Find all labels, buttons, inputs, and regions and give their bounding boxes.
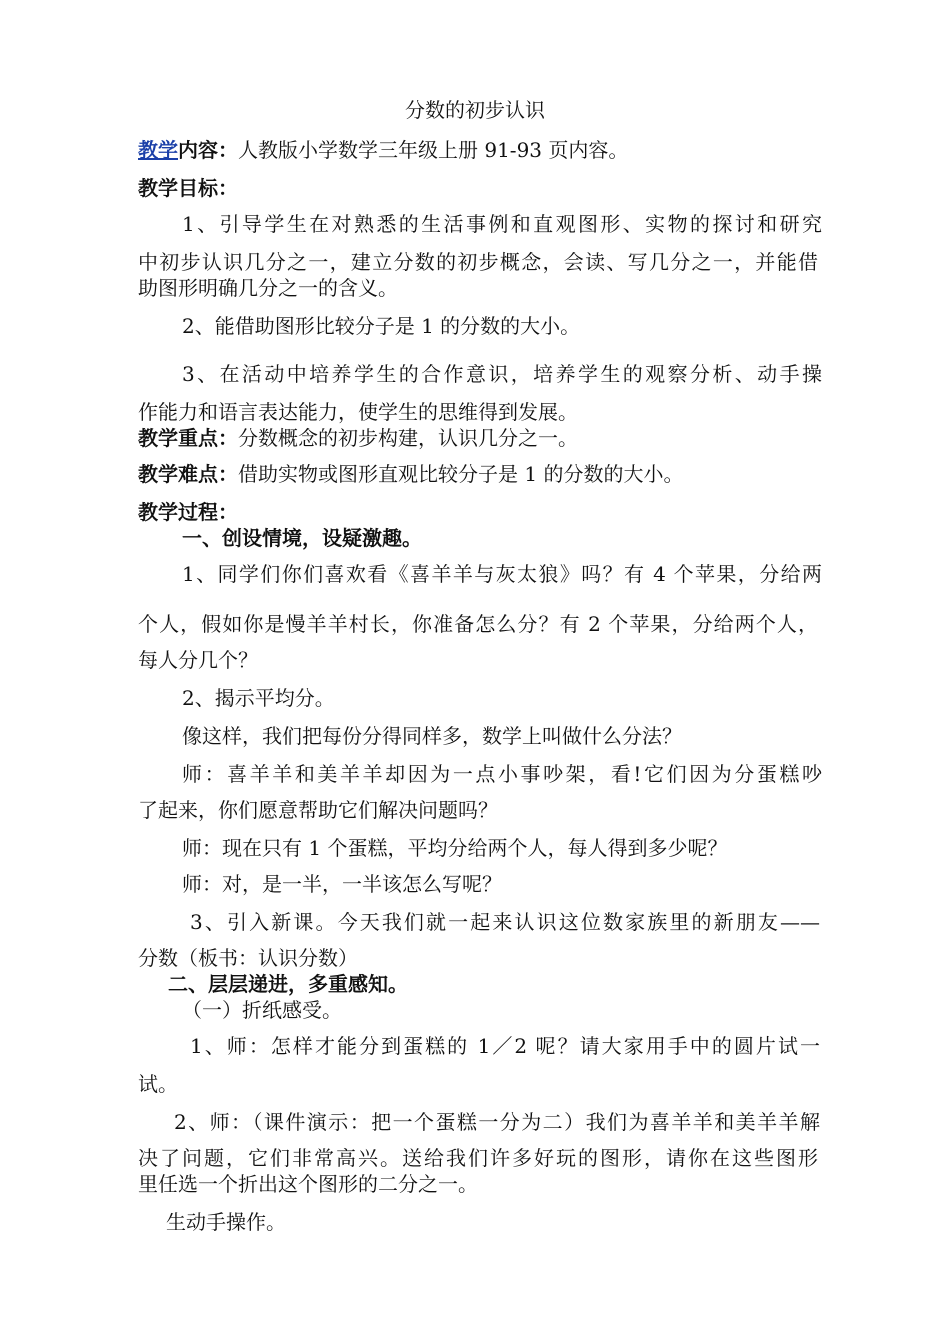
- teaching-content-text: 人教版小学数学三年级上册 91-93 页内容。: [238, 138, 629, 162]
- key-point-line: [138, 424, 818, 452]
- section-1-para-1-line-b: 个人，假如你是慢羊羊村长，你准备怎么分？有 2 个苹果，分给两个人，: [138, 612, 818, 636]
- section-1-para-4-line-b: 了起来，你们愿意帮助它们解决问题吗？: [138, 798, 498, 822]
- section-1-heading: 一、创设情境，设疑激趣。: [182, 526, 422, 550]
- difficulty-label: 教学难点：: [138, 462, 238, 486]
- key-point-text: 分数概念的初步构建，认识几分之一。: [238, 426, 578, 450]
- teaching-process-label: 教学过程：: [138, 500, 238, 524]
- teaching-content-line: [138, 136, 818, 164]
- teaching-content-link[interactable]: 教学: [138, 138, 178, 162]
- teaching-goals-label: 教学目标：: [138, 176, 238, 200]
- section-2-para-2-line-a: 2、师：（课件演示：把一个蛋糕一分为二）我们为喜羊羊和美羊羊解: [174, 1110, 820, 1134]
- section-1-para-1-line-a: 1、同学们你们喜欢看《喜羊羊与灰太狼》吗？有 4 个苹果，分给两: [182, 562, 822, 586]
- section-2-para-2-line-b: 决了问题，它们非常高兴。送给我们许多好玩的图形，请你在这些图形: [138, 1146, 818, 1170]
- section-2-para-2-line-c: 里任选一个折出这个图形的二分之一。: [138, 1172, 478, 1196]
- section-2-subheading: （一）折纸感受。: [182, 998, 342, 1022]
- teaching-content-label: 内容：: [178, 138, 238, 162]
- section-2-para-1-line-b: 试。: [138, 1072, 178, 1096]
- section-1-para-5: 师：现在只有 1 个蛋糕，平均分给两个人，每人得到多少呢？: [182, 836, 728, 860]
- goal-1-line-a: 1、引导学生在对熟悉的生活事例和直观图形、实物的探讨和研究: [182, 212, 822, 236]
- section-1-para-2: 2、揭示平均分。: [182, 686, 335, 710]
- difficulty-text: 借助实物或图形直观比较分子是 1 的分数的大小。: [238, 462, 684, 486]
- goal-1-line-b: 中初步认识几分之一，建立分数的初步概念，会读、写几分之一，并能借: [138, 250, 818, 274]
- document-title: 分数的初步认识: [405, 98, 545, 122]
- goal-3-line-b: 作能力和语言表达能力，使学生的思维得到发展。: [138, 400, 578, 424]
- goal-2: 2、能借助图形比较分子是 1 的分数的大小。: [182, 314, 581, 338]
- goal-1-line-c: 助图形明确几分之一的含义。: [138, 276, 398, 300]
- key-point-label: 教学重点：: [138, 426, 238, 450]
- section-2-para-1-line-a: 1、师：怎样才能分到蛋糕的 1／2 呢？请大家用手中的圆片试一: [190, 1034, 820, 1058]
- section-2-heading: 二、层层递进，多重感知。: [168, 972, 408, 996]
- section-1-para-6: 师：对，是一半，一半该怎么写呢？: [182, 872, 502, 896]
- section-1-para-3: 像这样，我们把每份分得同样多，数学上叫做什么分法？: [182, 724, 682, 748]
- section-1-para-1-line-c: 每人分几个？: [138, 648, 258, 672]
- goal-3-line-a: 3、在活动中培养学生的合作意识，培养学生的观察分析、动手操: [182, 362, 822, 386]
- section-1-para-7-line-b: 分数（板书：认识分数）: [138, 946, 358, 970]
- section-1-para-7-line-a: 3、引入新课。今天我们就一起来认识这位数家族里的新朋友——: [190, 910, 820, 934]
- section-1-para-4-line-a: 师：喜羊羊和美羊羊却因为一点小事吵架，看!它们因为分蛋糕吵: [182, 762, 822, 786]
- section-2-para-3: 生动手操作。: [166, 1210, 286, 1234]
- difficulty-line: [138, 460, 818, 488]
